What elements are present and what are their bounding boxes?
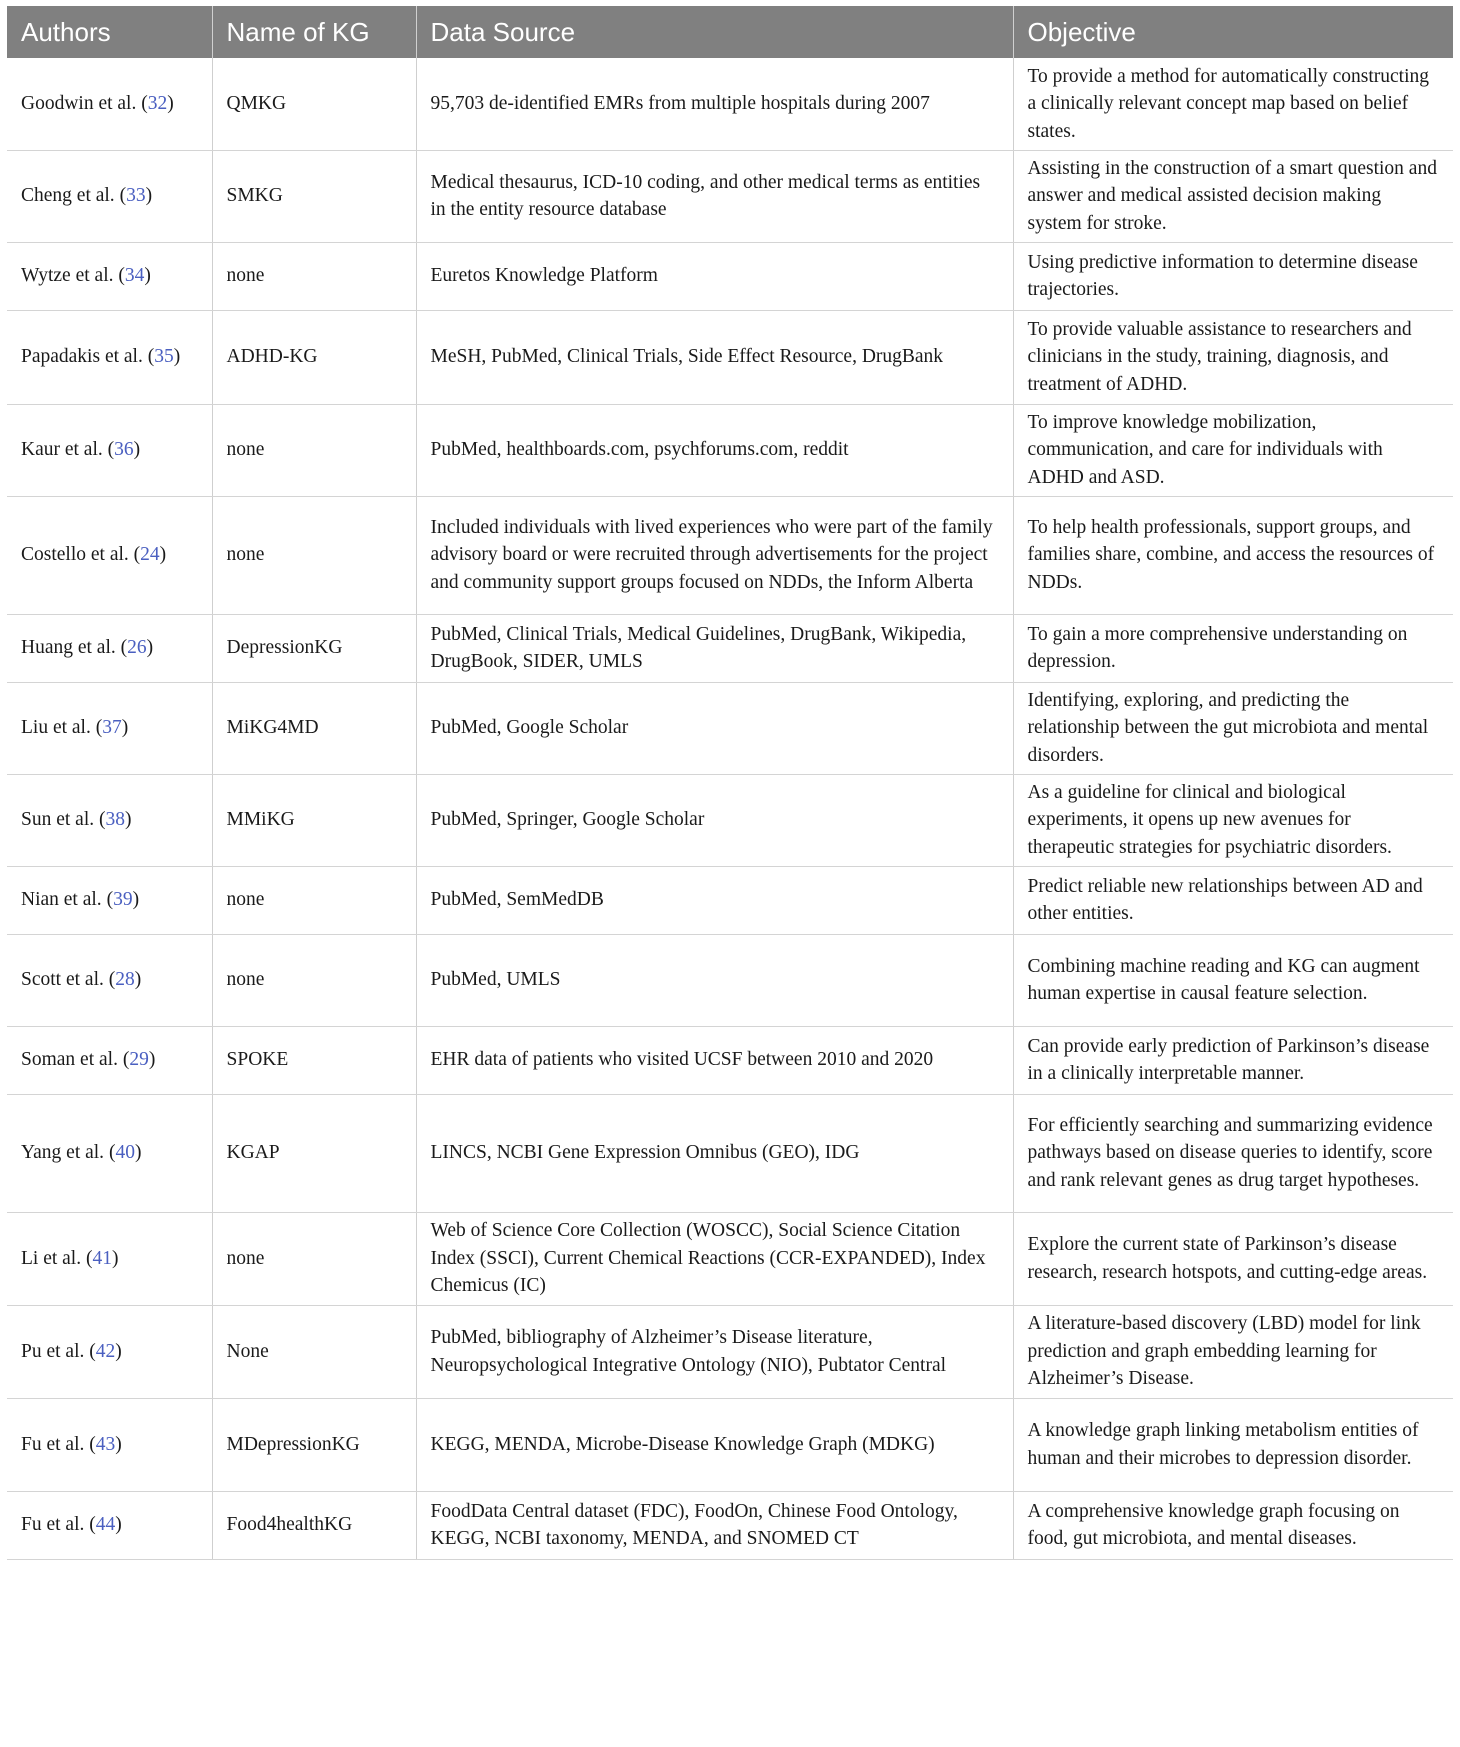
cell-objective: Explore the current state of Parkinson’s disease research, research hotspots, and cutting-edge areas. [1013,1212,1453,1305]
cell-objective: For efficiently searching and summarizing evidence pathways based on disease queries to identify, score and rank relevant genes as drug target hypotheses. [1013,1094,1453,1212]
cell-objective: As a guideline for clinical and biological experiments, it opens up new avenues for therapeutic strategies for psychiatric disorders. [1013,774,1453,866]
cell-kg-name: MDepressionKG [212,1398,416,1491]
table-row [7,682,1453,774]
cell-objective: To provide a method for automatically constructing a clinically relevant concept map based on belief states. [1013,58,1453,150]
table-header [7,6,1453,58]
cell-data-source: PubMed, bibliography of Alzheimer’s Disease literature, Neuropsychological Integrative Ontology (NIO), Pubtator Central [416,1305,1013,1398]
reference-link[interactable]: 43 [95,1433,116,1455]
reference-link[interactable]: 24 [140,544,160,566]
author-name: Cheng et al. [21,185,115,207]
cell-kg-name: DepressionKG [212,614,416,682]
reference-link[interactable]: 44 [95,1514,116,1536]
reference-link[interactable]: 42 [95,1340,116,1362]
author-name: Nian et al. [21,889,102,911]
cell-kg-name: QMKG [212,58,416,150]
knowledge-graph-table [7,6,1453,1560]
author-name: Liu et al. [21,717,91,739]
cell-objective: A comprehensive knowledge graph focusing on food, gut microbiota, and mental diseases. [1013,1491,1453,1559]
cell-data-source: MeSH, PubMed, Clinical Trials, Side Effect Resource, DrugBank [416,310,1013,404]
reference-link[interactable]: 39 [113,889,133,911]
kg-table-container [7,6,1453,1560]
reference-link[interactable]: 36 [114,439,134,461]
cell-data-source: KEGG, MENDA, Microbe-Disease Knowledge Graph (MDKG) [416,1398,1013,1491]
cell-kg-name: none [212,404,416,496]
cell-data-source: FoodData Central dataset (FDC), FoodOn, Chinese Food Ontology, KEGG, NCBI taxonomy, MENDA, and SNOMED CT [416,1491,1013,1559]
cell-kg-name: ADHD-KG [212,310,416,404]
header-authors: Authors [7,6,212,58]
reference-link[interactable]: 33 [126,185,146,207]
cell-kg-name: MiKG4MD [212,682,416,774]
cell-data-source: PubMed, UMLS [416,934,1013,1026]
reference-link[interactable]: 40 [115,1142,135,1164]
cell-authors: Wytze et al. (34) [7,242,212,310]
cell-objective: Combining machine reading and KG can augment human expertise in causal feature selection. [1013,934,1453,1026]
cell-data-source: LINCS, NCBI Gene Expression Omnibus (GEO), IDG [416,1094,1013,1212]
cell-data-source: Web of Science Core Collection (WOSCC), Social Science Citation Index (SSCI), Current Chemical Reactions (CCR-EXPANDED), Index Chemicus (IC) [416,1212,1013,1305]
header-name-of-kg: Name of KG [212,6,416,58]
table-row [7,1094,1453,1212]
cell-kg-name: KGAP [212,1094,416,1212]
cell-authors: Soman et al. (29) [7,1026,212,1094]
author-name: Fu et al. [21,1514,85,1536]
table-row [7,1398,1453,1491]
table-row [7,310,1453,404]
cell-authors: Papadakis et al. (35) [7,310,212,404]
author-name: Fu et al. [21,1433,85,1455]
table-row [7,1026,1453,1094]
reference-link[interactable]: 38 [105,809,125,831]
table-row [7,404,1453,496]
cell-data-source: PubMed, Google Scholar [416,682,1013,774]
author-name: Goodwin et al. [21,93,137,114]
cell-authors: Kaur et al. (36) [7,404,212,496]
cell-objective: Assisting in the construction of a smart question and answer and medical assisted decision making system for stroke. [1013,150,1453,242]
author-name: Kaur et al. [21,439,103,461]
cell-authors: Huang et al. (26) [7,614,212,682]
cell-authors: Li et al. (41) [7,1212,212,1305]
table-row [7,614,1453,682]
cell-data-source: Euretos Knowledge Platform [416,242,1013,310]
cell-kg-name: SMKG [212,150,416,242]
cell-kg-name: none [212,934,416,1026]
cell-data-source: PubMed, Clinical Trials, Medical Guidelines, DrugBank, Wikipedia, DrugBook, SIDER, UMLS [416,614,1013,682]
cell-authors: Liu et al. (37) [7,682,212,774]
table-row [7,496,1453,614]
author-name: Pu et al. [21,1340,85,1362]
author-name: Yang et al. [21,1142,105,1164]
cell-authors: Fu et al. (44) [7,1491,212,1559]
cell-kg-name: None [212,1305,416,1398]
author-name: Huang et al. [21,637,116,659]
cell-objective: To help health professionals, support groups, and families share, combine, and access the resources of NDDs. [1013,496,1453,614]
cell-authors: Costello et al. (24) [7,496,212,614]
cell-authors: Yang et al. (40) [7,1094,212,1212]
reference-link[interactable]: 29 [129,1049,149,1071]
cell-kg-name: MMiKG [212,774,416,866]
header-row [7,6,1453,58]
reference-link[interactable]: 41 [92,1247,112,1269]
cell-kg-name: Food4healthKG [212,1491,416,1559]
cell-objective: A knowledge graph linking metabolism entities of human and their microbes to depression disorder. [1013,1398,1453,1491]
table-row [7,1305,1453,1398]
cell-kg-name: none [212,1212,416,1305]
table-row [7,150,1453,242]
cell-authors: Nian et al. (39) [7,866,212,934]
cell-objective: A literature-based discovery (LBD) model for link prediction and graph embedding learning for Alzheimer’s Disease. [1013,1305,1453,1398]
cell-data-source: PubMed, SemMedDB [416,866,1013,934]
author-name: Sun et al. [21,809,95,831]
cell-authors: Cheng et al. (33) [7,150,212,242]
cell-objective: To gain a more comprehensive understanding on depression. [1013,614,1453,682]
cell-objective: To provide valuable assistance to researchers and clinicians in the study, training, diagnosis, and treatment of ADHD. [1013,310,1453,404]
table-row [7,934,1453,1026]
cell-objective: Predict reliable new relationships between AD and other entities. [1013,866,1453,934]
author-name: Scott et al. [21,969,104,991]
cell-objective: Using predictive information to determine disease trajectories. [1013,242,1453,310]
cell-authors: Sun et al. (38) [7,774,212,866]
reference-link[interactable]: 32 [147,93,168,114]
cell-data-source: Included individuals with lived experiences who were part of the family advisory board or were recruited through advertisements for the project and community support groups focused on NDDs, the Inform Alberta [416,496,1013,614]
cell-kg-name: SPOKE [212,1026,416,1094]
reference-link[interactable]: 34 [124,265,145,287]
table-row [7,1212,1453,1305]
cell-authors: Scott et al. (28) [7,934,212,1026]
cell-objective: Identifying, exploring, and predicting the relationship between the gut microbiota and mental disorders. [1013,682,1453,774]
cell-objective: To improve knowledge mobilization, communication, and care for individuals with ADHD and ASD. [1013,404,1453,496]
cell-authors: Fu et al. (43) [7,1398,212,1491]
author-name: Li et al. [21,1247,82,1269]
cell-data-source: EHR data of patients who visited UCSF between 2010 and 2020 [416,1026,1013,1094]
author-name: Papadakis et al. [21,346,143,368]
author-name: Soman et al. [21,1049,118,1071]
cell-kg-name: none [212,496,416,614]
reference-link[interactable]: 37 [102,717,122,739]
reference-link[interactable]: 26 [127,637,147,659]
cell-authors: Goodwin et al. (32) [7,58,212,150]
cell-kg-name: none [212,242,416,310]
table-row [7,1491,1453,1559]
author-name: Wytze et al. [21,265,114,287]
header-data-source: Data Source [416,6,1013,58]
cell-objective: Can provide early prediction of Parkinson’s disease in a clinically interpretable manner. [1013,1026,1453,1094]
table-row [7,58,1453,150]
cell-data-source: Medical thesaurus, ICD-10 coding, and other medical terms as entities in the entity resource database [416,150,1013,242]
cell-data-source: PubMed, Springer, Google Scholar [416,774,1013,866]
table-row [7,242,1453,310]
cell-authors: Pu et al. (42) [7,1305,212,1398]
header-objective: Objective [1013,6,1453,58]
table-row [7,866,1453,934]
table-row [7,774,1453,866]
author-name: Costello et al. [21,544,129,566]
reference-link[interactable]: 35 [154,346,174,368]
cell-data-source: PubMed, healthboards.com, psychforums.com, reddit [416,404,1013,496]
cell-kg-name: none [212,866,416,934]
table-body [7,58,1453,1559]
cell-data-source: 95,703 de-identified EMRs from multiple hospitals during 2007 [416,58,1013,150]
reference-link[interactable]: 28 [115,969,135,991]
